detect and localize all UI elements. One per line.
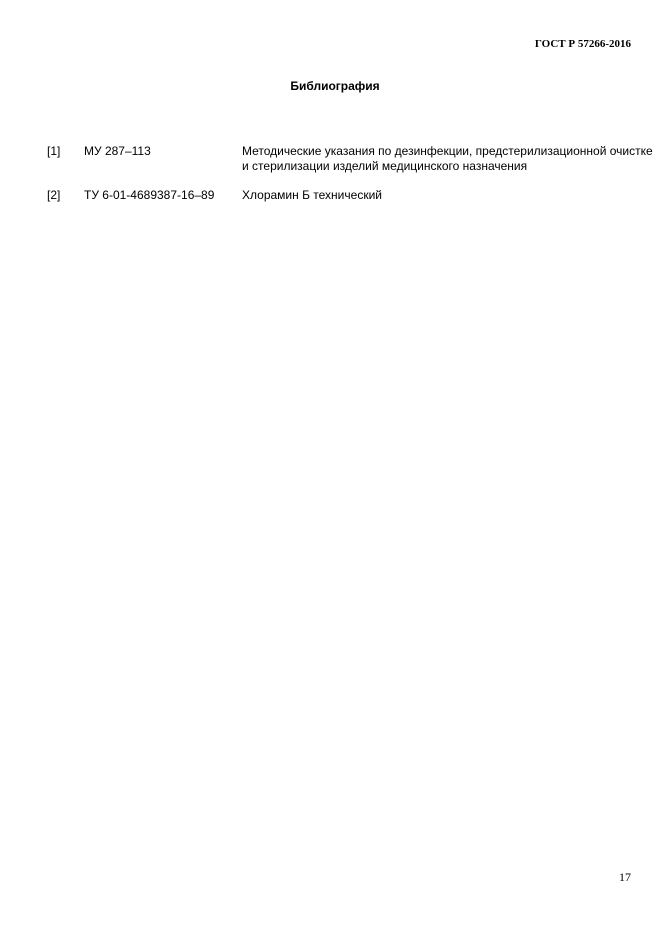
bibliography-list: [47, 144, 657, 218]
entry-document-code: МУ 287–113: [84, 144, 151, 158]
document-code: ГОСТ Р 57266-2016: [534, 38, 631, 50]
entry-number: [2]: [47, 188, 61, 202]
entry-description: Хлорамин Б технический: [242, 188, 382, 202]
bibliography-entry: [47, 144, 657, 188]
page-title: Библиография: [290, 79, 380, 93]
bibliography-entry: [47, 188, 657, 218]
entry-description: Методические указания по дезинфекции, предстерилизационной очистке и стерилизации изделий медицинского назначения: [242, 144, 653, 173]
entry-document-code: ТУ 6-01-4689387-16–89: [84, 188, 215, 202]
entry-number: [1]: [47, 144, 61, 158]
page-number: 17: [619, 870, 631, 884]
